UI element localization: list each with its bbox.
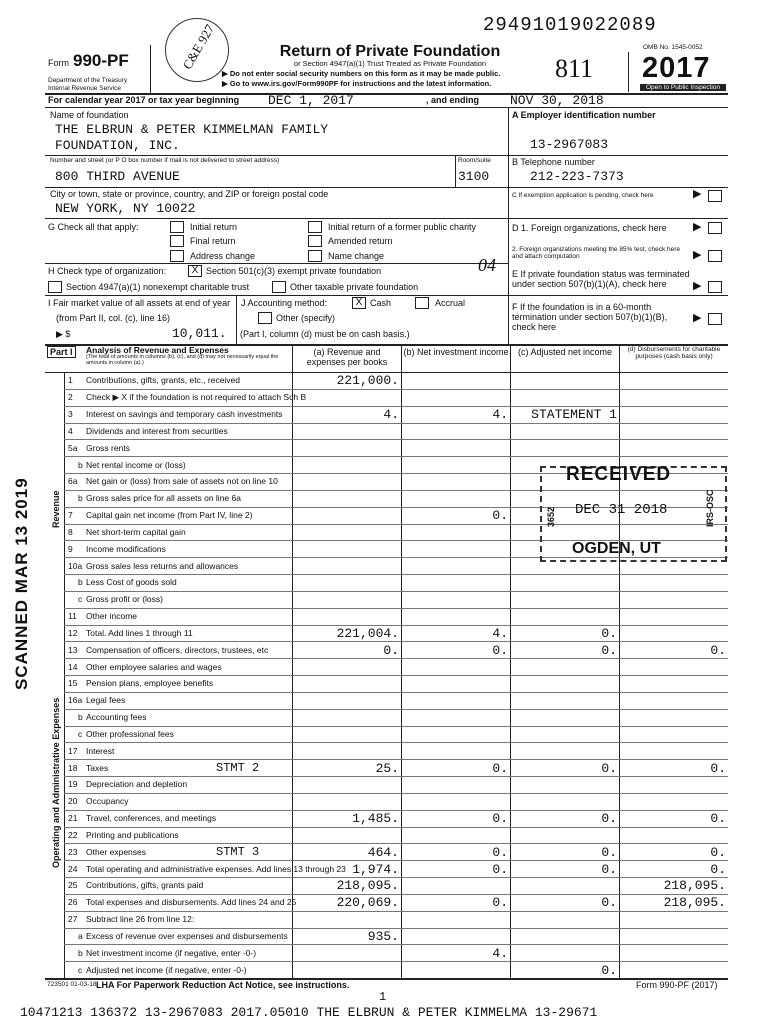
tax-year: 2017 [642,52,711,84]
fmv-sublabel: (from Part II, col. (c), line 16) [56,313,171,323]
row-label: Gross sales less returns and allowances [86,560,239,571]
col-a-value: 221,000. [336,373,399,389]
arrow-icon: ▶ [693,221,702,233]
col-b-value: 0. [492,508,508,524]
circle-stamp [165,18,229,82]
expenses-side-label: Operating and Administrative Expenses [51,697,61,868]
col-a-value: 0. [383,642,399,658]
row-label: Interest [86,745,115,756]
col-a-value: 935. [367,928,399,944]
tax-year-begin: DEC 1, 2017 [268,93,354,108]
row-label: Compensation of officers, directors, trustees, etc [86,644,269,655]
bottom-id-line: 10471213 136372 13-2967083 2017.05010 THE ELBRUN & PETER KIMMELMA 13-29671 [20,1005,598,1020]
dept-label: Department of the Treasury [48,77,128,84]
arrow-icon: ▶ [693,249,702,261]
foreign-org-label: D 1. Foreign organizations, check here [512,223,667,233]
row-label: Adjusted net income (if negative, enter -0-) [86,964,247,975]
row-number: 1 [68,375,73,386]
col-b-value: 0. [492,895,508,911]
termination-60-checkbox[interactable] [708,313,722,325]
row-number: 15 [68,678,78,689]
arrow-icon: ▶ [693,188,702,200]
other-method-label: Other (specify) [276,313,336,323]
row-number: b [78,712,83,723]
row-number: 18 [68,762,78,773]
exemption-pending-checkbox[interactable] [708,190,722,202]
lha-notice: LHA For Paperwork Reduction Act Notice, see instructions. [96,980,350,990]
ein-value: 13-2967083 [530,137,609,152]
col-d-value: 218,095. [663,895,726,911]
col-a-value: 220,069. [336,895,399,911]
row-number: 14 [68,661,78,672]
street-address: 800 THIRD AVENUE [55,169,180,184]
row-number: 19 [68,779,78,790]
row-label: Gross rents [86,442,130,453]
row-number: b [78,459,83,470]
row-number: 22 [68,829,78,840]
col-b-value: 0. [492,642,508,658]
col-c-value: 0. [601,625,617,641]
row-number: 7 [68,510,73,521]
row-label: Printing and publications [86,829,179,840]
received-text: RECEIVED [566,464,672,485]
other-method-checkbox[interactable] [258,312,272,324]
col-b-header: (b) Net investment income [403,347,509,357]
section-501c3-label: Section 501(c)(3) exempt private foundation [206,266,382,276]
fmv-arrow-dollar: ▶ $ [56,329,71,339]
row-number: 24 [68,863,78,874]
cash-basis-note: (Part I, column (d) must be on cash basis.) [240,329,410,339]
address-change-checkbox[interactable] [170,250,184,262]
row-label: Dividends and interest from securities [86,425,228,436]
row-label: Total operating and administrative expenses. Add lines 13 through 23 [86,863,346,874]
col-b-value: 0. [492,844,508,860]
col-d-value: 0. [710,642,726,658]
other-taxable-checkbox[interactable] [272,281,286,293]
circle-stamp-text: C&E 927 [179,21,218,72]
row-label: Total. Add lines 1 through 11 [86,627,193,638]
col-c-value: 0. [601,962,617,978]
col-b-value: 0. [492,861,508,877]
row-label: Net short-term capital gain [86,526,186,537]
col-a-value: 221,004. [336,625,399,641]
row-label: Net rental income or (loss) [86,459,186,470]
row-number: 10a [68,560,83,571]
other-taxable-label: Other taxable private foundation [290,282,419,292]
row-number: b [78,577,83,588]
accrual-checkbox[interactable] [415,297,429,309]
irs-label: Internal Revenue Service [48,85,121,92]
section-4947-checkbox[interactable] [48,281,62,293]
ssn-notice: ▶ Do not enter social security numbers on this form as it may be made public. [222,69,501,78]
handwritten-04: 04 [478,255,496,275]
and-ending-label: , and ending [426,95,479,105]
row-number: 5a [68,442,78,453]
row-label: Gross sales price for all assets on line 6a [86,493,241,504]
part-heading-note: (The total of amounts in columns (b), (c), and (d) may not necessarily equal the amounts in column (a).) [86,354,279,366]
cash-label: Cash [370,298,392,308]
page-number: 1 [379,990,387,1004]
row-number: 4 [68,425,73,436]
form-code: 723501 01-03-18 [47,981,97,988]
phone-value: 212-223-7373 [530,169,624,184]
col-a-value: 1,974. [352,861,399,877]
row-number: 8 [68,526,73,537]
row-label: Other income [86,611,138,622]
row-label: Net investment income (if negative, enter -0-) [86,947,257,958]
row-label: Other employee salaries and wages [86,661,222,672]
row-number: 12 [68,627,78,638]
phone-label: B Telephone number [512,157,595,167]
form-title: Return of Private Foundation [279,43,501,60]
name-change-label: Name change [328,251,385,261]
final-return-label: Final return [190,236,236,246]
row-label: Other expenses [86,846,147,857]
row-label: Travel, conferences, and meetings [86,813,217,824]
fmv-label: I Fair market value of all assets at end of year [48,298,231,308]
initial-former-label: Initial return of a former public charity [328,222,477,232]
col-c-value: 0. [601,895,617,911]
row-label: Taxes [86,762,109,773]
street-label: Number and street (or P O box number if mail is not delivered to street address) [50,157,280,164]
row-label: Interest on savings and temporary cash investments [86,409,283,420]
open-inspection-badge: Open to Public Inspection [640,84,726,91]
col-b-value: 4. [492,407,508,423]
initial-former-checkbox[interactable] [308,221,322,233]
status-terminated-label: E If private foundation status was terminated under section 507(b)(1)(A), check here [512,269,690,289]
accrual-label: Accrual [435,298,466,308]
col-a-value: 218,095. [336,878,399,894]
arrow-icon: ▶ [693,312,702,324]
row-label: Contributions, gifts, grants, etc., received [86,375,241,386]
address-change-label: Address change [190,251,256,261]
row-label: Subtract line 26 from line 12: [86,914,195,925]
row-number: 27 [68,914,78,925]
stamp-code-right: IRS-OSC [705,489,715,527]
g-check-label: G Check all that apply: [48,222,139,232]
row-number: 20 [68,796,78,807]
row-number: 25 [68,880,78,891]
row-number: 26 [68,897,78,908]
initial-return-label: Initial return [190,222,238,232]
row-label: Net gain or (loss) from sale of assets not on line 10 [86,476,278,487]
col-a-header: (a) Revenue and expenses per books [306,347,388,367]
row-number: 9 [68,543,73,554]
form-name: 990-PF [73,51,129,70]
col-d-value: 0. [710,811,726,827]
tax-year-end: NOV 30, 2018 [510,93,604,108]
row-label: Total expenses and disbursements. Add lines 24 and 25 [86,897,297,908]
foundation-name-label: Name of foundation [50,110,129,120]
row-label: Other professional fees [86,728,174,739]
handwritten-811: 811 [555,54,594,83]
row-label: Pension plans, employee benefits [86,678,214,689]
col-c-value: 0. [601,642,617,658]
col-c-value: 0. [601,861,617,877]
row-label: Income modifications [86,543,166,554]
h-type-label: H Check type of organization: [48,266,167,276]
scanned-stamp: SCANNED MAR 13 2019 [12,477,31,690]
row-label: Check ▶ X if the foundation is not required to attach Sch B [86,392,307,403]
col-a-value: 464. [367,844,399,860]
ogden-text: OGDEN, UT [572,540,661,557]
col-c-value: 0. [601,811,617,827]
row-label: Legal fees [86,695,126,706]
part-label: Part I [47,346,76,358]
foreign-org-checkbox[interactable] [708,222,722,234]
row-label: Depreciation and depletion [86,779,188,790]
amended-return-label: Amended return [328,236,393,246]
foreign-85-label: 2. Foreign organizations meeting the 85% test, check here and attach computation [512,246,681,260]
col-c-value: 0. [601,844,617,860]
statement-reference: STMT 3 [216,844,260,859]
revenue-side-label: Revenue [51,490,61,528]
row-number: c [78,728,83,739]
row-number: c [78,594,83,605]
row-number: a [78,930,83,941]
col-b-value: 0. [492,760,508,776]
row-number: 21 [68,813,78,824]
amended-return-checkbox[interactable] [308,235,322,247]
row-number: b [78,947,83,958]
ein-label: A Employer identification number [512,110,656,120]
col-a-value: 4. [383,407,399,423]
city-label: City or town, state or province, country, and ZIP or foreign postal code [50,189,329,199]
cash-checkbox[interactable]: X [352,297,366,309]
document-locator-number: 29491019022089 [483,14,657,36]
final-return-checkbox[interactable] [170,235,184,247]
col-d-value: 218,095. [663,878,726,894]
row-label: Occupancy [86,796,129,807]
col-d-value: 0. [710,844,726,860]
foundation-name-line2: FOUNDATION, INC. [55,138,180,153]
row-number: 2 [68,392,73,403]
row-number: 16a [68,695,83,706]
row-number: 3 [68,409,73,420]
form-subtitle: or Section 4947(a)(1) Trust Treated as Private Foundation [293,59,487,68]
col-d-value: 0. [710,760,726,776]
name-change-checkbox[interactable] [308,250,322,262]
row-number: 13 [68,644,78,655]
col-a-value: 25. [375,760,399,776]
part-heading: Analysis of Revenue and Expenses [86,345,229,355]
statement-reference: STMT 2 [216,760,260,775]
section-501c3-checkbox[interactable]: X [188,265,202,277]
row-number: 11 [68,611,77,622]
form-reference: Form 990-PF (2017) [636,980,718,990]
section-4947-label: Section 4947(a)(1) nonexempt charitable trust [66,282,250,292]
received-date: DEC 31 2018 [575,502,668,518]
room-suite: 3100 [458,169,490,184]
termination-60-label: F If the foundation is in a 60-month termination under section 507(b)(1)(B), check here [512,302,668,332]
row-number: 23 [68,846,78,857]
city-state-zip: NEW YORK, NY 10022 [55,201,196,216]
stamp-code-left: 3652 [546,506,556,527]
col-d-value: 0. [710,861,726,877]
col-d-header: (d) Disbursements for charitable purposes (cash basis only) [627,346,721,360]
initial-return-checkbox[interactable] [170,221,184,233]
row-number: b [78,493,83,504]
row-number: 17 [68,745,78,756]
status-terminated-checkbox[interactable] [708,281,722,293]
col-b-value: 0. [492,811,508,827]
exemption-pending-label: C If exemption application is pending, check here [512,192,654,199]
row-label: Gross profit or (loss) [86,594,163,605]
row-label: Accounting fees [86,712,147,723]
arrow-icon: ▶ [693,280,702,292]
foundation-name-line1: THE ELBRUN & PETER KIMMELMAN FAMILY [55,122,329,137]
col-c-value: 0. [601,760,617,776]
instructions-link: ▶ Go to www.irs.gov/Form990PF for instructions and the latest information. [222,79,492,88]
row-label: Excess of revenue over expenses and disbursements [86,930,288,941]
col-b-value: 4. [492,625,508,641]
row-label: Contributions, gifts, grants paid [86,880,204,891]
fmv-value: 10,011. [172,326,227,341]
row-label: Less Cost of goods sold [86,577,177,588]
room-label: Room/suite [458,157,491,164]
foreign-85-checkbox[interactable] [708,250,722,262]
accounting-method-label: J Accounting method: [241,298,328,308]
form-label: Form [48,58,69,68]
row-number: c [78,964,83,975]
calendar-year-label: For calendar year 2017 or tax year beginning [48,95,240,105]
col-c-header: (c) Adjusted net income [517,347,613,357]
row-number: 6a [68,476,78,487]
col-c-value: STATEMENT 1 [531,407,617,423]
col-a-value: 1,485. [352,811,399,827]
col-b-value: 4. [492,945,508,961]
omb-number: OMB No. 1545-0052 [643,44,703,51]
row-label: Capital gain net income (from Part IV, line 2) [86,510,253,521]
